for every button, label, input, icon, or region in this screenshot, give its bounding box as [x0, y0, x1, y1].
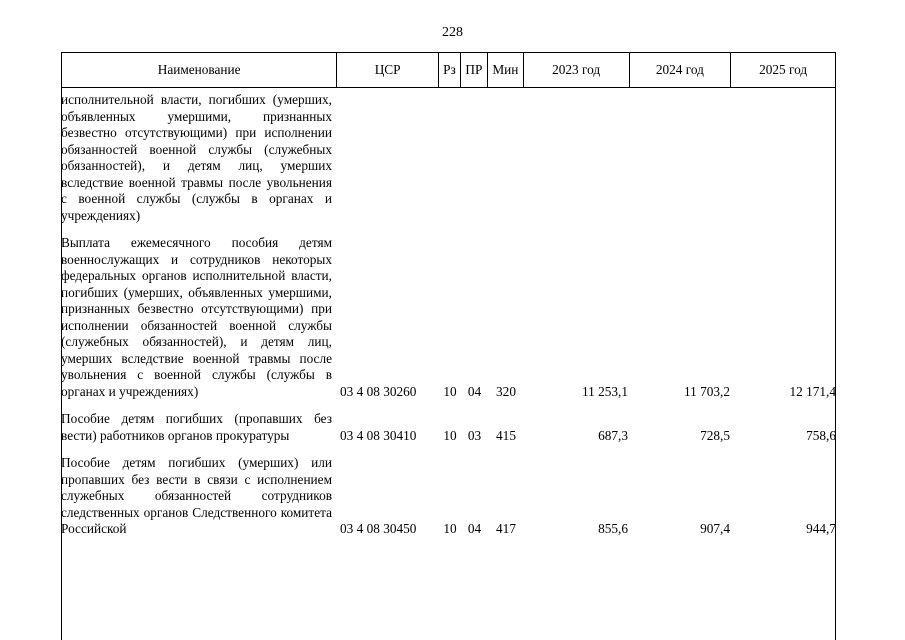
header-csr: ЦСР: [337, 53, 439, 87]
table-body: [61, 92, 836, 538]
row-2024: 907,4: [700, 521, 730, 536]
table-row: [61, 235, 836, 400]
table-row: [61, 455, 836, 538]
page-number: 228: [442, 25, 463, 40]
row-2024: 11 703,2: [683, 383, 730, 399]
row-name: Пособие детям погибших (умерших) или пропавших без вести в связи с исполнением служебных обязанностей сотрудников следственных органов Следственного комитета Российской: [61, 455, 332, 536]
row-name: Пособие детям погибших (пропавших без вести) работников органов прокуратуры: [61, 411, 332, 443]
row-csr: 03 4 08 30410: [340, 427, 417, 443]
row-pr: 03: [467, 427, 482, 443]
row-2023: 687,3: [598, 427, 628, 443]
row-2023: 855,6: [598, 521, 628, 536]
header-name: Наименование: [62, 53, 337, 87]
row-csr: 03 4 08 30450: [340, 521, 417, 536]
row-csr: 03 4 08 30260: [340, 383, 417, 399]
row-min: 415: [496, 427, 516, 443]
row-pr: 04: [467, 383, 482, 399]
table-row: [61, 411, 836, 444]
row-2025: 944,7: [806, 521, 836, 536]
row-name: Выплата ежемесячного пособия детям военнослужащих и сотрудников некоторых федеральных органов исполнительной власти, погибших (умерших, объявленных умершими, признанных безвестно отсутствующими) при исполнении обязанностей военной службы (служебных обязанностей), и детям лиц, умерших вследствие военной травмы после увольнения с военной службы (службы в органах и учреждениях): [61, 235, 332, 399]
table-row: [61, 92, 836, 224]
header-pr: ПР: [461, 53, 488, 87]
row-2023: 11 253,1: [581, 383, 628, 399]
row-2024: 728,5: [700, 427, 730, 443]
header-min: Мин: [488, 53, 524, 87]
table-header: [61, 52, 836, 88]
row-min: 320: [496, 383, 516, 399]
row-rz: 10: [443, 427, 457, 443]
row-2025: 12 171,4: [789, 383, 836, 399]
row-2025: 758,6: [806, 427, 836, 443]
row-rz: 10: [443, 383, 457, 399]
row-rz: 10: [443, 521, 457, 536]
row-pr: 04: [467, 521, 482, 536]
header-rz: Рз: [439, 53, 461, 87]
row-min: 417: [496, 521, 516, 536]
header-2024: 2024 год: [630, 53, 732, 87]
header-2025: 2025 год: [759, 62, 808, 77]
row-name: исполнительной власти, погибших (умерших, объявленных умершими, признанных безвестно отсутствующими) при исполнении обязанностей военной службы (служебных обязанностей), и детям лиц, умерших вследствие военной травмы после увольнения с военной службы (службы в органах и учреждениях): [61, 92, 332, 223]
header-2023: 2023 год: [524, 53, 630, 87]
